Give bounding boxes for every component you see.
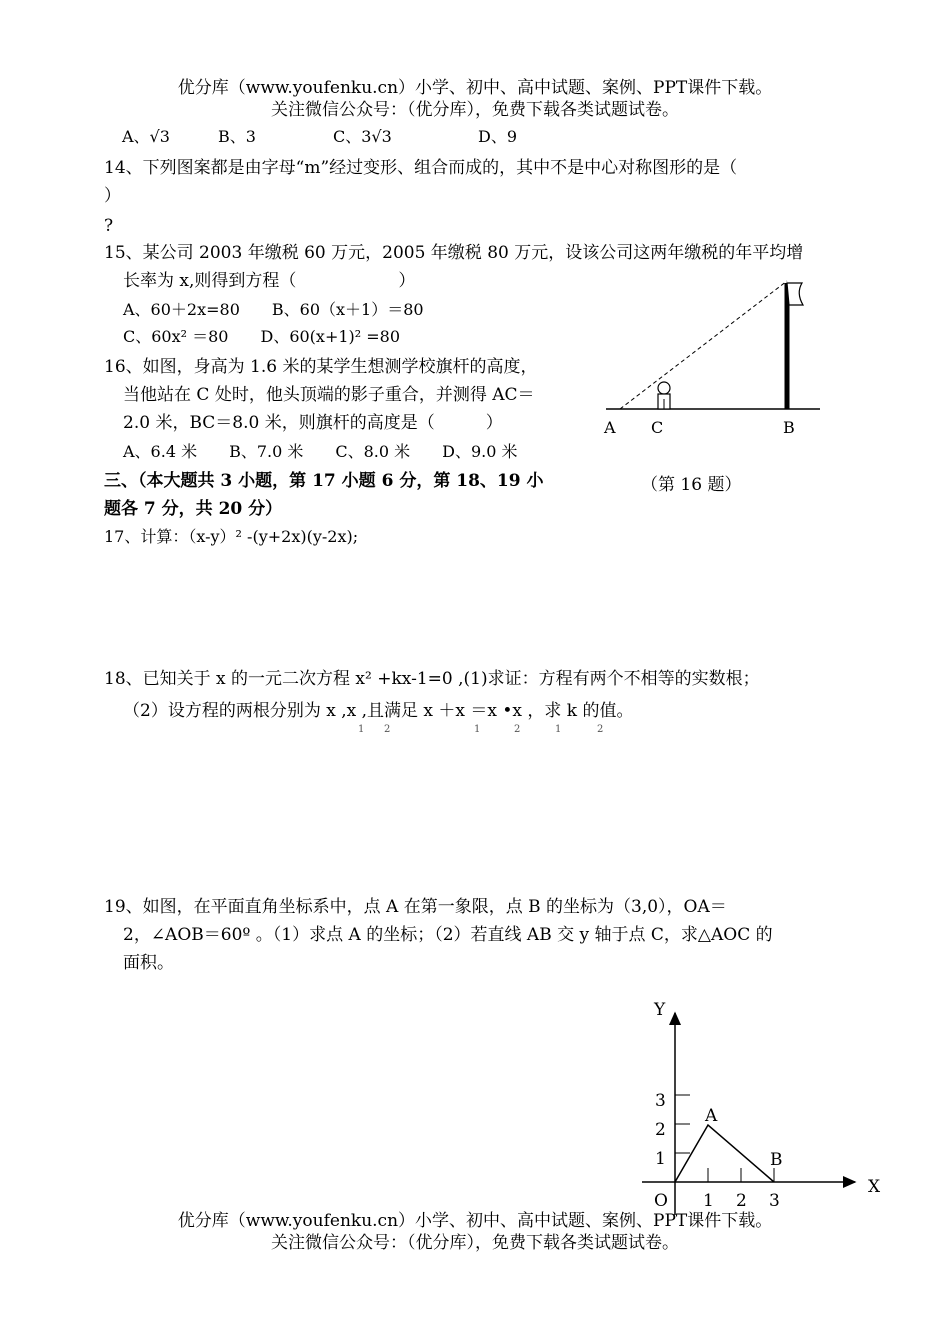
x-tick-label: 1	[703, 1191, 714, 1211]
q15-options-ab: A、60＋2x=80 B、60（x＋1）＝80	[123, 300, 424, 319]
label-c: C	[651, 418, 664, 437]
footer-line-1: 优分库（www.youfenku.cn）小学、初中、高中试题、案例、PPT课件下载。	[177, 1211, 773, 1231]
section-3-heading-line-1: 三、（本大题共 3 小题，第 17 小题 6 分，第 18、19 小	[104, 471, 544, 491]
q13-option-c: C、3√3	[333, 127, 392, 146]
q15-options-cd: C、60x² ＝80 D、60(x+1)² =80	[123, 327, 401, 346]
flag	[787, 283, 803, 305]
point-b-label: B	[770, 1150, 783, 1170]
q13-option-d: D、9	[478, 127, 518, 146]
label-b: B	[783, 418, 795, 437]
y-tick-label: 1	[655, 1149, 666, 1169]
q19-line-1: 19、如图，在平面直角坐标系中，点 A 在第一象限，点 B 的坐标为（3,0），OA＝	[104, 897, 727, 917]
label-a: A	[604, 418, 616, 437]
q16-line-1: 16、如图，身高为 1.6 米的某学生想测学校旗杆的高度，	[104, 357, 538, 377]
q18-subscript: 2	[597, 724, 604, 735]
q16-flagpole-figure	[600, 275, 830, 445]
q14-close-paren: ）	[104, 186, 121, 206]
axis-y-label: Y	[654, 1000, 666, 1020]
header-line-1: 优分库（www.youfenku.cn）小学、初中、高中试题、案例、PPT课件下载。	[177, 78, 773, 98]
q18-subscript: 2	[384, 724, 391, 735]
q19-line-2: 2，∠AOB＝60º 。（1）求点 A 的坐标；（2）若直线 AB 交 y 轴于点 C，求△AOC 的	[123, 925, 773, 945]
q18-line-2: （2）设方程的两根分别为 x ,x ,且满足 x ＋x ＝x •x ，求 k 的值。	[123, 701, 634, 721]
q16-figure-caption: （第 16 题）	[641, 475, 742, 495]
q18-subscript: 1	[555, 724, 562, 735]
q18-subscript: 1	[358, 724, 365, 735]
q14-text: 14、下列图案都是由字母“m”经过变形、组合而成的，其中不是中心对称图形的是（	[104, 158, 738, 178]
q13-option-a: A、√3	[122, 127, 170, 146]
q15-line-2: 长率为 x,则得到方程（ ）	[123, 271, 416, 291]
q16-line-2: 当他站在 C 处时，他头顶端的影子重合，并测得 AC＝	[123, 385, 535, 405]
y-tick-label: 3	[655, 1091, 666, 1111]
header-line-2: 关注微信公众号：（优分库），免费下载各类试题试卷。	[271, 100, 679, 120]
q17-text: 17、计算：（x-y）² -(y+2x)(y-2x);	[104, 527, 359, 546]
q18-line-1: 18、已知关于 x 的一元二次方程 x² +kx-1=0 ,(1)求证：方程有两个不相等的实数根；	[104, 669, 760, 689]
q15-line-1: 15、某公司 2003 年缴税 60 万元，2005 年缴税 80 万元，设该公司这两年缴税的年平均增	[104, 243, 804, 263]
q19-line-3: 面积。	[123, 953, 174, 973]
q16-options: A、6.4 米 B、7.0 米 C、8.0 米 D、9.0 米	[123, 442, 518, 461]
footer-line-2: 关注微信公众号：（优分库），免费下载各类试题试卷。	[271, 1233, 679, 1253]
q18-subscript: 2	[514, 724, 521, 735]
y-tick-label: 2	[655, 1120, 666, 1140]
q16-line-3: 2.0 米，BC＝8.0 米，则旗杆的高度是（ ）	[123, 413, 503, 433]
x-tick-label: 3	[769, 1191, 780, 1211]
student-head	[658, 382, 670, 394]
x-tick-label: 2	[736, 1191, 747, 1211]
q19-coordinate-figure	[630, 995, 890, 1220]
point-a-label: A	[705, 1106, 718, 1126]
q14-missing-figure-mark: ?	[104, 216, 114, 236]
section-3-heading-line-2: 题各 7 分，共 20 分）	[104, 499, 283, 519]
axis-x-label: X	[868, 1177, 881, 1197]
origin-label: O	[654, 1191, 668, 1211]
q18-subscript: 1	[474, 724, 481, 735]
q13-option-b: B、3	[218, 127, 256, 146]
shadow-dashed-line	[620, 281, 787, 409]
